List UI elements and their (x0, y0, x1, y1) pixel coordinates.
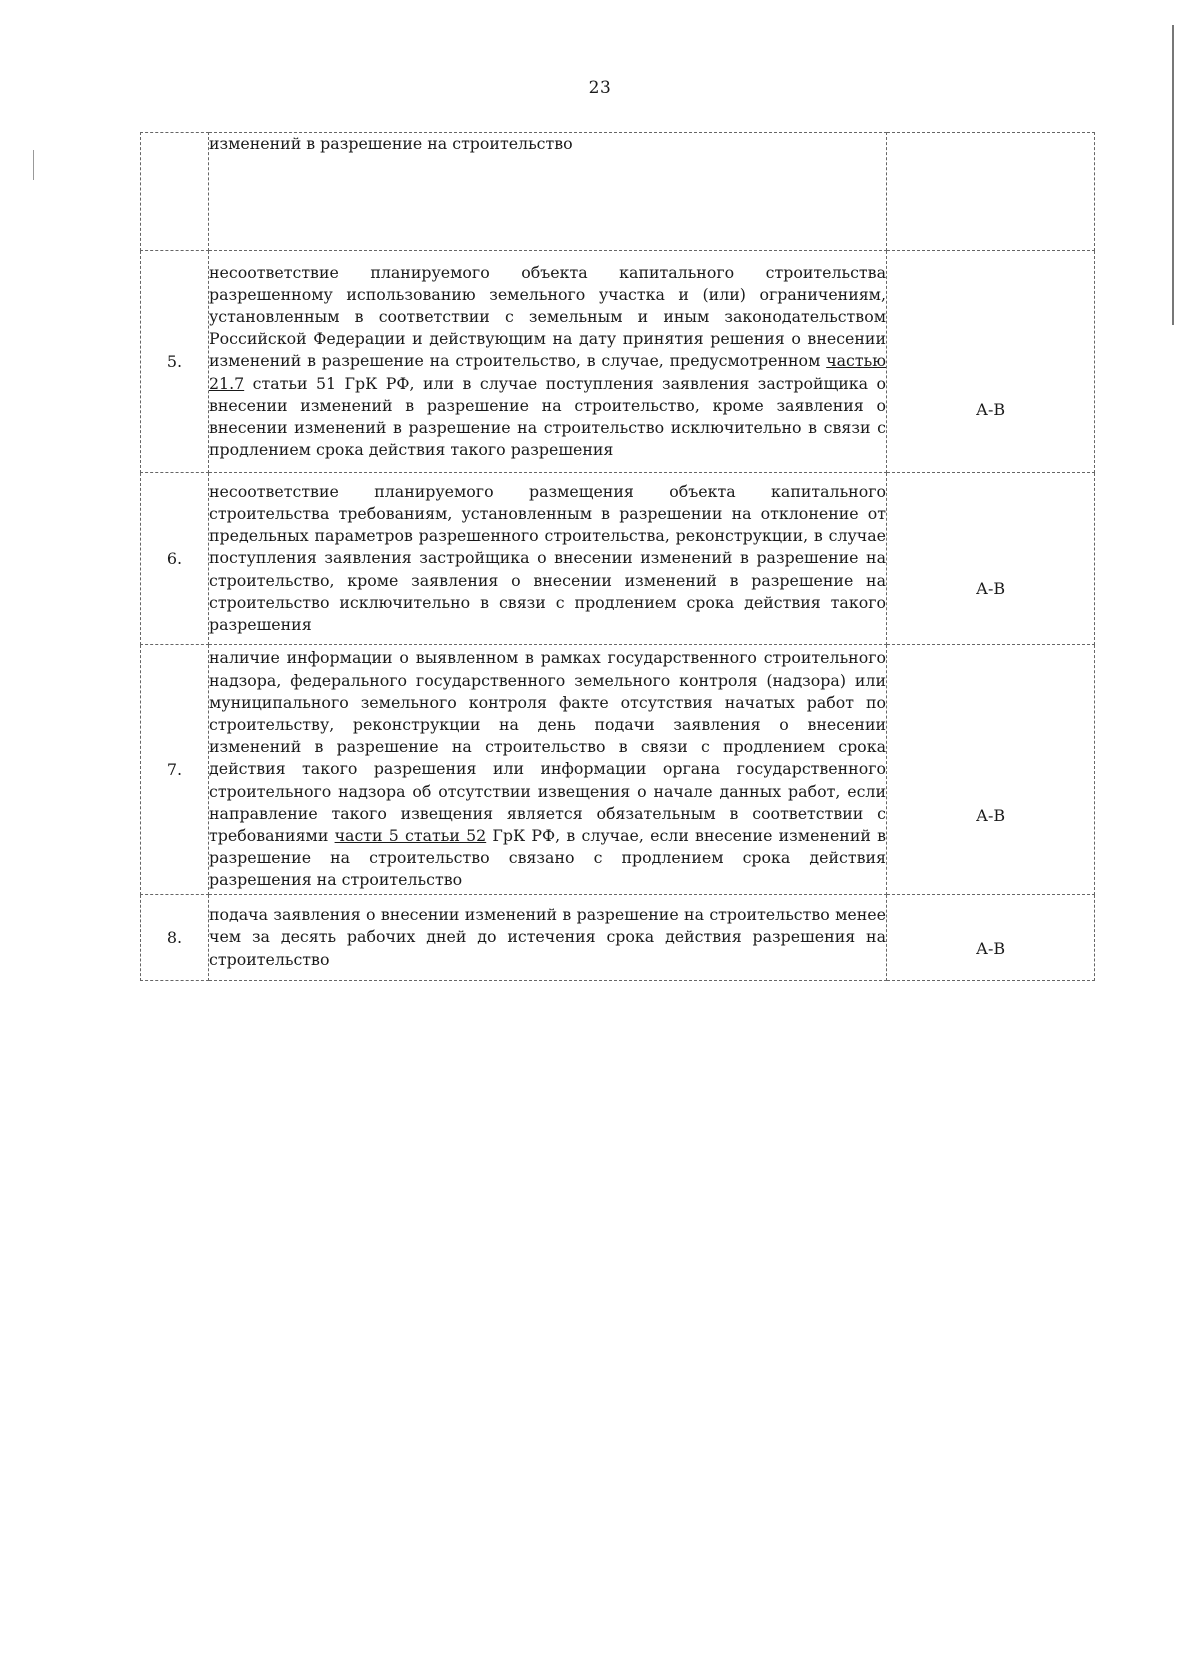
table-row-continuation (141, 133, 1095, 251)
law-reference-link[interactable]: части 5 статьи 52 (334, 826, 487, 845)
reason-text: изменений в разрешение на строительство (209, 133, 887, 251)
refusal-reasons-table (140, 132, 1095, 981)
row-number: 8. (141, 895, 209, 981)
table-row-5 (141, 251, 1095, 473)
table-row-7 (141, 645, 1095, 895)
row-number: 7. (141, 645, 209, 895)
law-reference-link[interactable]: частью 21.7 (209, 351, 886, 393)
table-row-8 (141, 895, 1095, 981)
page-number: 23 (588, 78, 612, 98)
reason-code: А-В (887, 645, 1095, 895)
row-number (141, 133, 209, 251)
row-number: 6. (141, 473, 209, 645)
reason-code: А-В (887, 895, 1095, 981)
scan-edge-line (1172, 25, 1174, 325)
reason-text: подача заявления о внесении изменений в разрешение на строительство менее чем за десять рабочих дней до истечения срока действия разрешения на строительство (209, 895, 887, 981)
scan-artifact-mark (33, 150, 34, 180)
reason-text: наличие информации о выявленном в рамках государственного строительного надзора, федерального государственного земельного контроля (надзора) или муниципального земельного контроля факте отсутствия начатых работ по строительству, реконструкции на день подачи заявления о внесении изменений в разрешение на строительство в связи с продлением срока действия такого разрешения или информации органа государственного строительного надзора об отсутствии извещения о начале данных работ, если направление такого извещения является обязательным в соответствии с требованиями части 5 статьи 52 ГрК РФ, в случае, если внесение изменений в разрешение на строительство связано с продлением срока действия разрешения на строительство (209, 645, 887, 895)
reason-text: несоответствие планируемого объекта капитального строительства разрешенному использованию земельного участка и (или) ограничениям, установленным в соответствии с земельным и иным законодательством Российской Федерации и действующим на дату принятия решения о внесении изменений в разрешение на строительство, в случае, предусмотренном частью 21.7 статьи 51 ГрК РФ, или в случае поступления заявления застройщика о внесении изменений в разрешение на строительство, кроме заявления о внесении изменений в разрешение на строительство исключительно в связи с продлением срока действия такого разрешения (209, 251, 887, 473)
reason-code: А-В (887, 251, 1095, 473)
reason-code (887, 133, 1095, 251)
reason-code: А-В (887, 473, 1095, 645)
reason-text: несоответствие планируемого размещения объекта капитального строительства требованиям, установленным в разрешении на отклонение от предельных параметров разрешенного строительства, реконструкции, в случае поступления заявления застройщика о внесении изменений в разрешение на строительство, кроме заявления о внесении изменений в разрешение на строительство исключительно в связи с продлением срока действия такого разрешения (209, 473, 887, 645)
row-number: 5. (141, 251, 209, 473)
table-row-6 (141, 473, 1095, 645)
